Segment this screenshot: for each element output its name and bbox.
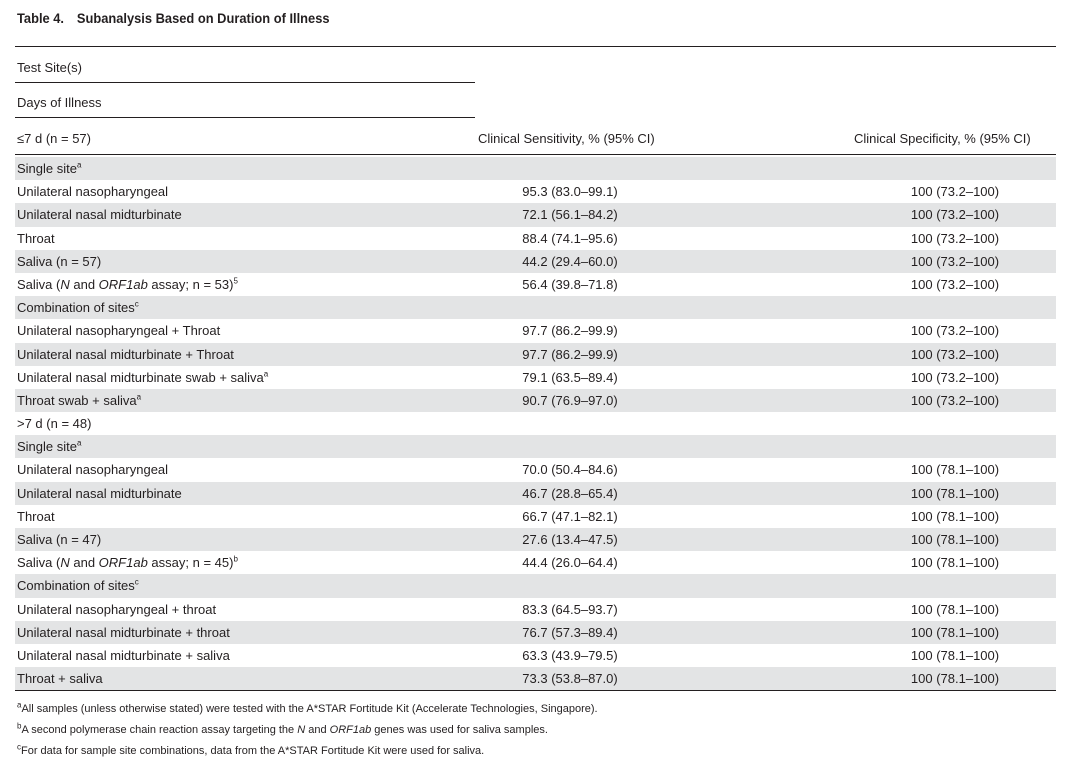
header-rule-1 bbox=[15, 82, 475, 83]
row-label-text: Saliva (n = 47) bbox=[17, 532, 102, 547]
row-label-part: and bbox=[69, 555, 99, 571]
row-label bbox=[17, 602, 216, 617]
row-label-text: Unilateral nasal midturbinate + throat bbox=[17, 624, 230, 640]
table-row bbox=[15, 389, 1056, 412]
table-row bbox=[15, 157, 1056, 180]
footnote-marker: a bbox=[136, 392, 142, 402]
sensitivity-cell: 79.1 (63.5–89.4) bbox=[522, 369, 618, 385]
table-row bbox=[15, 227, 1056, 250]
sensitivity-cell: 66.7 (47.1–82.1) bbox=[522, 508, 618, 524]
row-label-part: and bbox=[69, 276, 99, 292]
footnote-text: N bbox=[297, 724, 306, 736]
row-label-part: ORF1ab bbox=[98, 276, 148, 292]
specificity-cell: 100 (73.2–100) bbox=[910, 346, 1000, 362]
footnote-marker: c bbox=[134, 578, 139, 588]
column-header-rule bbox=[15, 154, 1056, 155]
row-label-text: Combination of sites bbox=[17, 300, 135, 316]
sensitivity-cell: 44.2 (29.4–60.0) bbox=[522, 253, 618, 269]
footnote-marker: a bbox=[76, 438, 82, 448]
row-label-text: Saliva (n = 57) bbox=[17, 253, 102, 269]
table-row bbox=[15, 598, 1056, 621]
sensitivity-cell: 46.7 (28.8–65.4) bbox=[522, 485, 618, 501]
header-group-le7: ≤7 d (n = 57) bbox=[17, 131, 91, 146]
footnote-mark: b bbox=[17, 721, 22, 731]
sensitivity-cell: 90.7 (76.9–97.0) bbox=[522, 392, 618, 408]
row-label bbox=[17, 416, 91, 431]
row-label bbox=[17, 231, 55, 246]
table-row bbox=[15, 574, 1056, 597]
sensitivity-cell: 76.7 (57.3–89.4) bbox=[522, 624, 618, 640]
row-label-text: Unilateral nasal midturbinate + Throat bbox=[17, 346, 234, 362]
row-label-text: Unilateral nasopharyngeal bbox=[17, 462, 169, 478]
row-label bbox=[17, 486, 182, 501]
row-label bbox=[17, 277, 238, 292]
row-label-text: Unilateral nasopharyngeal bbox=[17, 184, 169, 200]
row-label bbox=[17, 161, 81, 176]
specificity-cell: 100 (73.2–100) bbox=[910, 207, 1000, 223]
sensitivity-cell: 97.7 (86.2–99.9) bbox=[522, 346, 618, 362]
sensitivity-cell: 56.4 (39.8–71.8) bbox=[522, 276, 618, 292]
row-label-part: Saliva ( bbox=[17, 555, 61, 571]
top-rule bbox=[15, 46, 1056, 47]
specificity-cell: 100 (73.2–100) bbox=[910, 184, 1000, 200]
specificity-cell: 100 (73.2–100) bbox=[910, 323, 1000, 339]
row-label bbox=[17, 370, 268, 385]
row-label-part: N bbox=[60, 555, 70, 571]
sensitivity-cell: 95.3 (83.0–99.1) bbox=[522, 184, 618, 200]
specificity-cell: 100 (78.1–100) bbox=[910, 555, 1000, 571]
specificity-cell: 100 (78.1–100) bbox=[910, 485, 1000, 501]
sensitivity-cell: 70.0 (50.4–84.6) bbox=[522, 462, 618, 478]
row-label bbox=[17, 300, 139, 315]
row-label-text: >7 d (n = 48) bbox=[17, 416, 92, 432]
header-rule-2 bbox=[15, 117, 475, 118]
table-row bbox=[15, 203, 1056, 226]
footnote-text: A second polymerase chain reaction assay targeting the bbox=[21, 724, 298, 736]
sensitivity-cell: 27.6 (13.4–47.5) bbox=[522, 532, 618, 547]
row-label bbox=[17, 439, 81, 454]
footnote bbox=[17, 721, 548, 736]
table-row bbox=[15, 412, 1056, 435]
row-label-part: assay; n = 53) bbox=[147, 276, 234, 292]
row-label bbox=[17, 393, 141, 408]
column-header-specificity: Clinical Specificity, % (95% CI) bbox=[854, 131, 1031, 146]
specificity-cell: 100 (78.1–100) bbox=[910, 624, 1000, 640]
row-label-part: ORF1ab bbox=[98, 555, 148, 571]
row-label-text: Throat swab + saliva bbox=[17, 392, 137, 408]
table-label: Table 4. bbox=[17, 10, 65, 26]
row-label-text: Single site bbox=[17, 161, 77, 176]
specificity-cell: 100 (73.2–100) bbox=[910, 392, 1000, 408]
specificity-cell: 100 (78.1–100) bbox=[910, 647, 1000, 663]
table-row bbox=[15, 482, 1056, 505]
row-label bbox=[17, 532, 101, 547]
table-row bbox=[15, 621, 1056, 644]
row-label-text: Combination of sites bbox=[17, 578, 135, 594]
row-label bbox=[17, 671, 103, 686]
bottom-rule bbox=[15, 690, 1056, 691]
row-label bbox=[17, 648, 230, 663]
table-row bbox=[15, 180, 1056, 203]
row-label-text: Single site bbox=[17, 439, 77, 455]
sensitivity-cell: 97.7 (86.2–99.9) bbox=[522, 323, 618, 339]
sensitivity-cell: 73.3 (53.8–87.0) bbox=[522, 671, 618, 687]
row-label-text: Unilateral nasopharyngeal + throat bbox=[17, 601, 217, 617]
row-label-text: Unilateral nasal midturbinate bbox=[17, 207, 182, 223]
row-label-text: Unilateral nasal midturbinate + saliva bbox=[17, 647, 230, 663]
table-body bbox=[15, 157, 1056, 690]
sensitivity-cell: 83.3 (64.5–93.7) bbox=[522, 601, 618, 617]
row-label bbox=[17, 555, 238, 570]
header-test-site: Test Site(s) bbox=[17, 60, 83, 75]
footnote bbox=[17, 700, 598, 715]
row-label-text: Throat + saliva bbox=[17, 671, 103, 687]
footnote-marker: b bbox=[233, 554, 238, 564]
table-row bbox=[15, 435, 1056, 458]
table-row bbox=[15, 343, 1056, 366]
footnote-text: ORF1ab bbox=[329, 724, 372, 736]
specificity-cell: 100 (78.1–100) bbox=[910, 601, 1000, 617]
footnote-text: and bbox=[305, 724, 330, 736]
row-label-part: assay; n = 45) bbox=[147, 555, 234, 571]
table-row bbox=[15, 667, 1056, 690]
sensitivity-cell: 72.1 (56.1–84.2) bbox=[522, 207, 618, 223]
row-label-text: Throat bbox=[17, 230, 55, 246]
row-label-text: Unilateral nasal midturbinate swab + saliva bbox=[17, 369, 264, 385]
row-label-text: Unilateral nasopharyngeal + Throat bbox=[17, 323, 221, 339]
table-row bbox=[15, 273, 1056, 296]
row-label bbox=[17, 509, 55, 524]
table-row bbox=[15, 250, 1056, 273]
specificity-cell: 100 (78.1–100) bbox=[910, 462, 1000, 478]
row-label-part: N bbox=[60, 276, 70, 292]
sensitivity-cell: 63.3 (43.9–79.5) bbox=[522, 647, 618, 663]
footnote-marker: 5 bbox=[233, 276, 238, 286]
table-row bbox=[15, 505, 1056, 528]
row-label-part: Saliva ( bbox=[17, 276, 61, 292]
footnote-text: For data for sample site combinations, data from the A*STAR Fortitude Kit were used for saliva. bbox=[21, 745, 485, 757]
specificity-cell: 100 (78.1–100) bbox=[910, 671, 1000, 687]
row-label bbox=[17, 184, 168, 199]
specificity-cell: 100 (73.2–100) bbox=[910, 369, 1000, 385]
specificity-cell: 100 (78.1–100) bbox=[910, 532, 1000, 547]
table-row bbox=[15, 319, 1056, 342]
table-title-text: Subanalysis Based on Duration of Illness bbox=[76, 10, 330, 26]
specificity-cell: 100 (78.1–100) bbox=[910, 508, 1000, 524]
footnote-mark: c bbox=[17, 742, 21, 752]
row-label-text: Unilateral nasal midturbinate bbox=[17, 485, 182, 501]
row-label bbox=[17, 207, 182, 222]
specificity-cell: 100 (73.2–100) bbox=[910, 276, 1000, 292]
sensitivity-cell: 44.4 (26.0–64.4) bbox=[522, 555, 618, 571]
footnote-mark: a bbox=[17, 700, 22, 710]
specificity-cell: 100 (73.2–100) bbox=[910, 253, 1000, 269]
row-label bbox=[17, 578, 139, 593]
column-header-sensitivity: Clinical Sensitivity, % (95% CI) bbox=[478, 131, 655, 146]
table-row bbox=[15, 366, 1056, 389]
footnote-text: genes was used for saliva samples. bbox=[371, 724, 548, 736]
footnote bbox=[17, 742, 485, 757]
row-label bbox=[17, 462, 168, 477]
row-label bbox=[17, 254, 101, 269]
table-row bbox=[15, 528, 1056, 551]
table-title bbox=[17, 10, 330, 26]
header-days-of-illness: Days of Illness bbox=[17, 95, 102, 110]
table-row bbox=[15, 644, 1056, 667]
table-row bbox=[15, 296, 1056, 319]
table-row bbox=[15, 551, 1056, 574]
table-row bbox=[15, 458, 1056, 481]
footnote-marker: a bbox=[76, 160, 82, 170]
row-label bbox=[17, 625, 230, 640]
footnote-marker: a bbox=[263, 369, 269, 379]
specificity-cell: 100 (73.2–100) bbox=[910, 230, 1000, 246]
footnote-marker: c bbox=[134, 299, 139, 309]
row-label-text: Throat bbox=[17, 508, 55, 524]
row-label bbox=[17, 347, 234, 362]
footnote-text: All samples (unless otherwise stated) were tested with the A*STAR Fortitude Kit (Accelerate Technologies, Singapore). bbox=[21, 703, 598, 715]
row-label bbox=[17, 323, 220, 338]
sensitivity-cell: 88.4 (74.1–95.6) bbox=[522, 230, 618, 246]
